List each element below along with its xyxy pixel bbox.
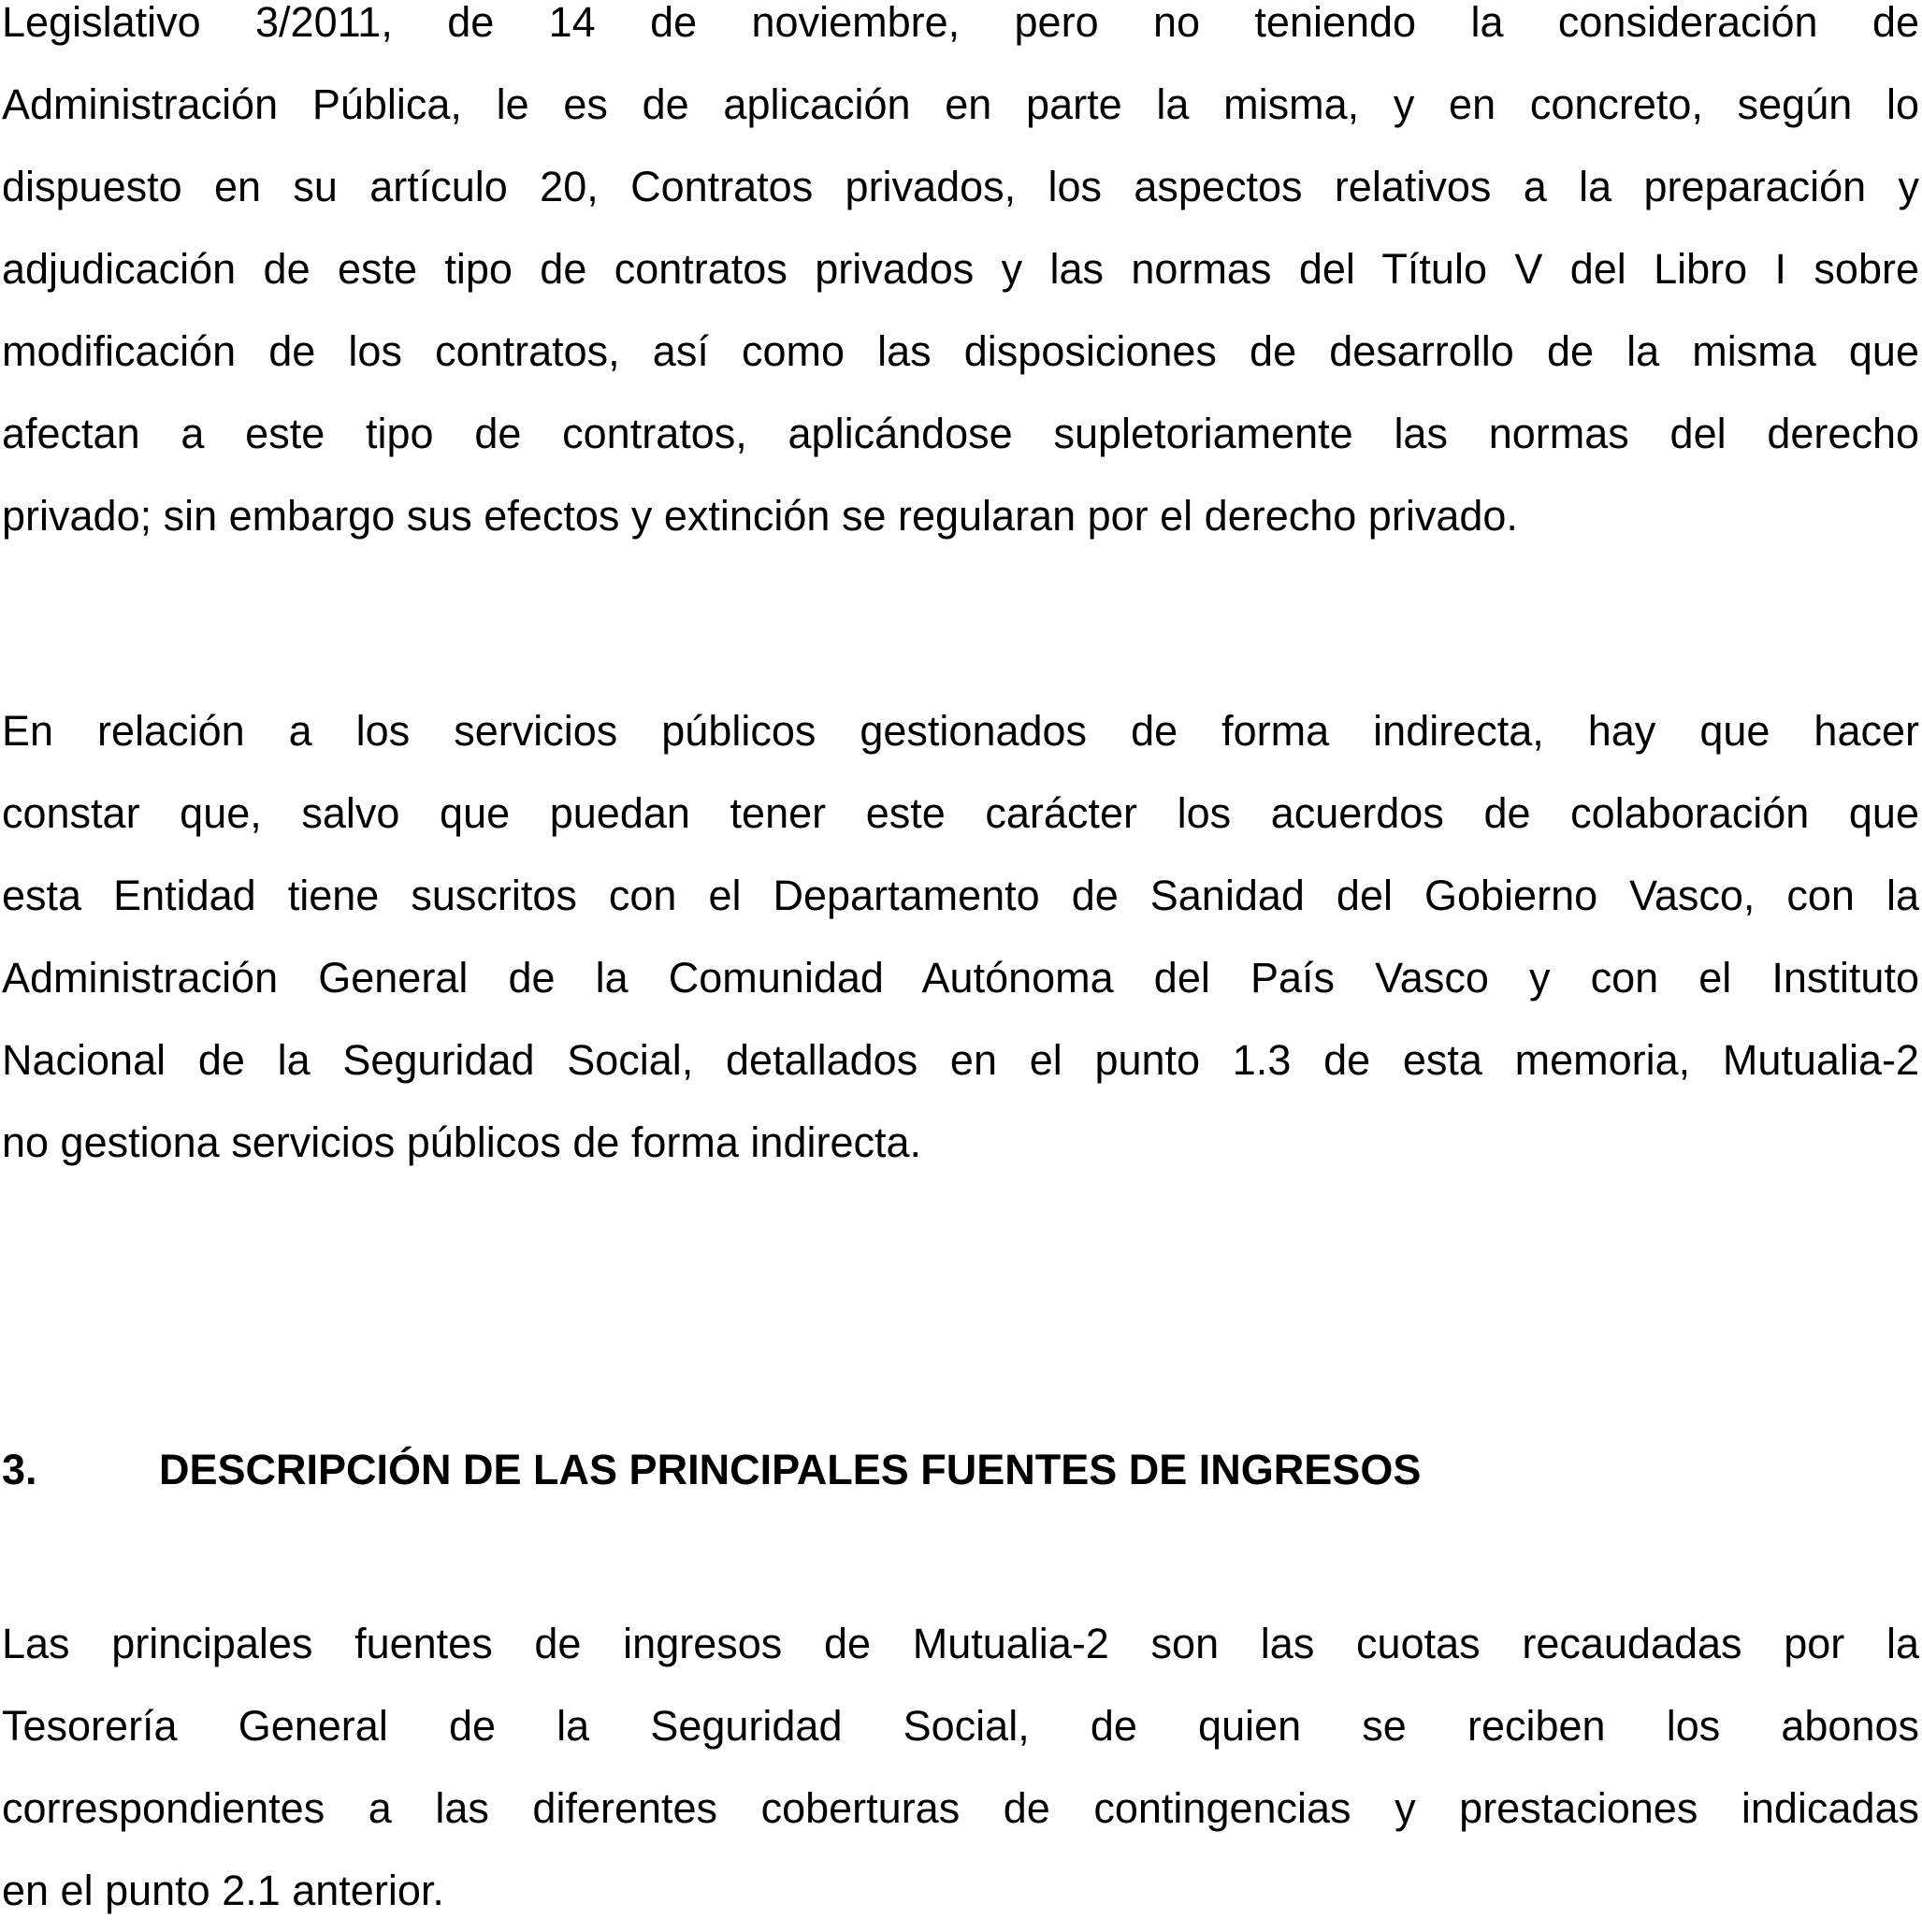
paragraph-income-sources	[2, 1603, 1919, 1932]
section-number: 3.	[2, 1446, 37, 1493]
text-line: afectan a este tipo de contratos, aplicándose supletoriamente las normas del derecho	[2, 410, 1919, 457]
text-line: no gestiona servicios públicos de forma indirecta.	[2, 1118, 922, 1166]
text-line: dispuesto en su artículo 20, Contratos privados, los aspectos relativos a la preparación y	[2, 163, 1919, 210]
section-title: DESCRIPCIÓN DE LAS PRINCIPALES FUENTES DE INGRESOS	[159, 1446, 1422, 1493]
text-line: en el punto 2.1 anterior.	[2, 1867, 444, 1914]
text-line: Nacional de la Seguridad Social, detallados en el punto 1.3 de esta memoria, Mutualia-2	[2, 1036, 1919, 1084]
text-line: modificación de los contratos, así como las disposiciones de desarrollo de la misma que	[2, 327, 1919, 375]
text-line: correspondientes a las diferentes coberturas de contingencias y prestaciones indicadas	[2, 1784, 1919, 1832]
text-line: En relación a los servicios públicos gestionados de forma indirecta, hay que hacer	[2, 707, 1919, 755]
text-line: Administración General de la Comunidad Autónoma del País Vasco y con el Instituto	[2, 954, 1919, 1002]
paragraph-public-services	[2, 690, 1919, 1184]
text-line: Legislativo 3/2011, de 14 de noviembre, pero no teniendo la consideración de	[2, 0, 1919, 46]
text-line: privado; sin embargo sus efectos y extinción se regularan por el derecho privado.	[2, 492, 1518, 540]
text-line: Las principales fuentes de ingresos de Mutualia-2 son las cuotas recaudadas por la	[2, 1620, 1919, 1667]
text-line: esta Entidad tiene suscritos con el Departamento de Sanidad del Gobierno Vasco, con la	[2, 872, 1919, 919]
text-line: Administración Pública, le es de aplicación en parte la misma, y en concreto, según lo	[2, 80, 1919, 128]
text-line: Tesorería General de la Seguridad Social, de quien se reciben los abonos	[2, 1702, 1919, 1750]
section-heading	[2, 1436, 1421, 1504]
paragraph-contracts	[2, 0, 1919, 557]
text-line: adjudicación de este tipo de contratos privados y las normas del Título V del Libro I sobre	[2, 245, 1919, 293]
text-line: constar que, salvo que puedan tener este carácter los acuerdos de colaboración que	[2, 789, 1919, 837]
